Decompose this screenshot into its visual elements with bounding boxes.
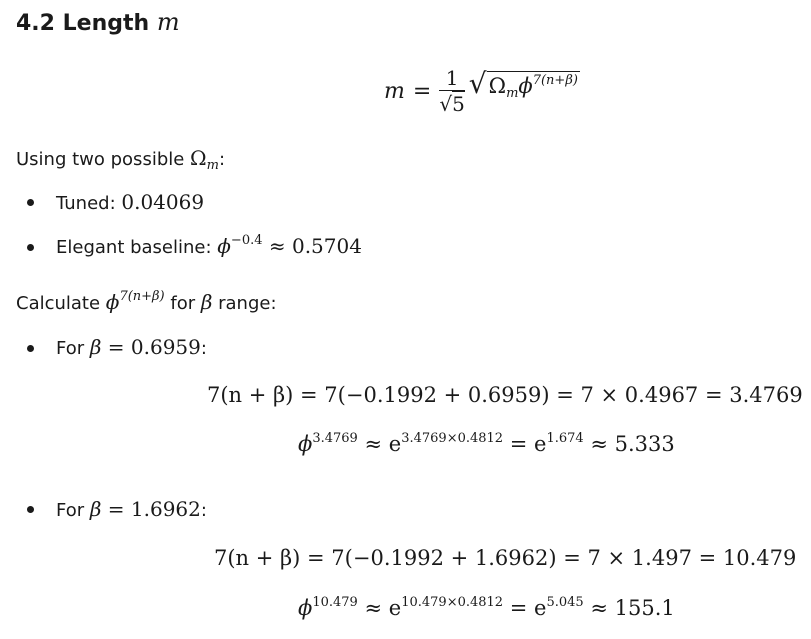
calc-intro — [16, 290, 277, 314]
list-item-tuned — [56, 190, 204, 214]
sqrt-five: 5 — [452, 91, 465, 116]
case-1-label — [56, 335, 207, 359]
tuned-label: Tuned: — [56, 193, 122, 214]
section-heading-variable: m — [156, 8, 180, 36]
case-1-phi-exponent: 3.4769 — [312, 431, 358, 446]
bullet-case-1 — [27, 345, 34, 352]
case-1-equation-1: 7(n + β) = 7(−0.1992 + 0.6959) = 7 × 0.4967 = 3.4769 — [207, 383, 803, 407]
calc-intro-text3: range: — [212, 293, 277, 314]
tuned-value: 0.04069 — [121, 190, 205, 214]
case-2-beta: β — [89, 497, 102, 521]
sqrt-symbol: √ — [468, 67, 487, 100]
formula-sqrt — [468, 67, 580, 101]
sqrt-radicand — [487, 71, 580, 101]
case-1-phi: ϕ — [298, 432, 313, 456]
case-2-colon: : — [200, 500, 207, 521]
case-1-equation-2 — [298, 432, 675, 456]
elegant-exponent: −0.4 — [230, 233, 263, 248]
formula-fraction — [439, 66, 464, 117]
omega-subscript: m — [206, 158, 219, 173]
case-2-equals-e: = e — [503, 596, 547, 620]
calc-intro-phi: ϕ — [105, 290, 120, 314]
bullet-case-2 — [27, 506, 34, 513]
case-1-equals-e: = e — [503, 432, 547, 456]
case-1-result: ≈ 5.333 — [583, 432, 675, 456]
calc-intro-beta: β — [200, 290, 213, 314]
elegant-approx: ≈ 0.5704 — [262, 234, 362, 258]
formula-lhs: m — [384, 78, 405, 104]
case-1-beta: β — [89, 335, 102, 359]
calc-intro-exponent: 7(n+β) — [119, 289, 165, 304]
fraction-numerator: 1 — [445, 65, 459, 90]
omega-intro-colon: : — [218, 149, 226, 170]
list-item-elegant — [56, 234, 362, 258]
main-formula — [384, 60, 580, 122]
case-2-phi: ϕ — [298, 596, 313, 620]
fraction-denominator — [439, 91, 464, 117]
sqrt-symbol-small: √ — [439, 91, 453, 116]
case-2-equation-1: 7(n + β) = 7(−0.1992 + 1.6962) = 7 × 1.497 = 10.479 — [214, 546, 797, 570]
case-1-approx-e: ≈ e — [357, 432, 402, 456]
omega-intro-text: Using two possible — [16, 149, 191, 170]
section-heading — [16, 8, 180, 36]
case-1-label-text: For — [56, 338, 90, 359]
elegant-label: Elegant baseline: — [56, 237, 218, 258]
calc-intro-text2: for — [164, 293, 201, 314]
case-1-e2-exponent: 1.674 — [546, 431, 584, 446]
elegant-phi: ϕ — [217, 234, 231, 258]
case-2-e-exponent: 10.479×0.4812 — [401, 595, 504, 610]
case-1-beta-value: = 0.6959 — [101, 335, 201, 359]
radicand-omega: Ω — [488, 74, 507, 98]
case-2-equation-2 — [298, 596, 675, 620]
case-2-approx-e: ≈ e — [357, 596, 402, 620]
case-2-result: ≈ 155.1 — [583, 596, 675, 620]
case-2-beta-value: = 1.6962 — [101, 497, 201, 521]
omega-symbol: Ω — [190, 146, 207, 170]
radicand-phi: ϕ — [518, 74, 533, 98]
omega-intro — [16, 146, 226, 173]
case-1-colon: : — [200, 338, 207, 359]
case-1-e-exponent: 3.4769×0.4812 — [401, 431, 504, 446]
bullet-elegant — [27, 244, 34, 251]
case-2-label-text: For — [56, 500, 90, 521]
calc-intro-text1: Calculate — [16, 293, 106, 314]
radicand-subscript: m — [506, 86, 519, 101]
section-heading-text: 4.2 Length — [16, 11, 157, 36]
bullet-tuned — [27, 199, 34, 206]
formula-equals: = — [412, 78, 432, 104]
case-2-e2-exponent: 5.045 — [546, 595, 584, 610]
case-2-phi-exponent: 10.479 — [312, 595, 358, 610]
radicand-exponent: 7(n+β) — [532, 73, 578, 88]
case-2-label — [56, 497, 207, 521]
